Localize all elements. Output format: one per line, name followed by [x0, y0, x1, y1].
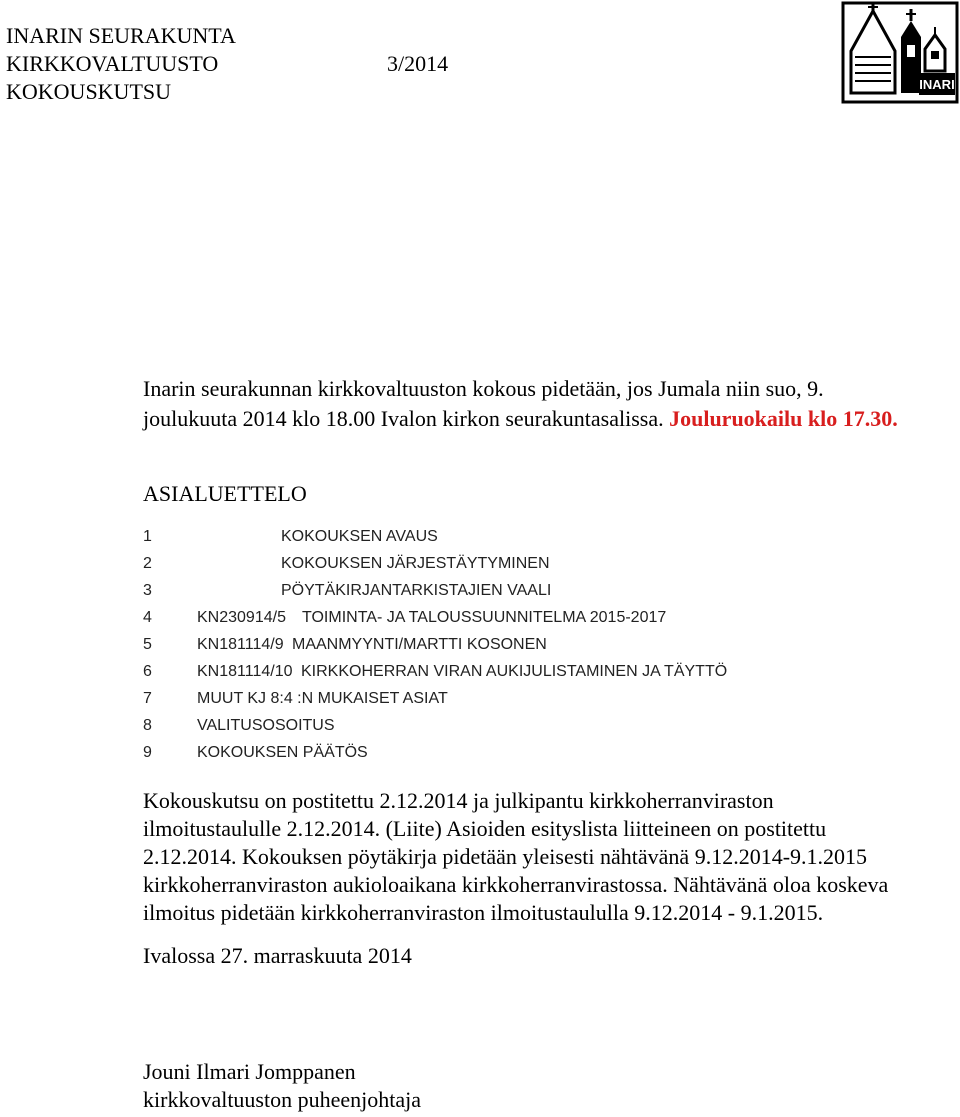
notice-line: kirkkoherranviraston aukioloaikana kirkkoherranvirastossa. Nähtävänä oloa koskeva [143, 872, 889, 897]
document-header [6, 22, 449, 106]
signature-block [143, 1058, 421, 1114]
notice-line: 2.12.2014. Kokouksen pöytäkirja pidetään yleisesti nähtävänä 9.12.2014-9.1.2015 [143, 844, 868, 869]
agenda-item-number: 8 [143, 717, 152, 734]
agenda-item-number: 5 [143, 636, 152, 653]
agenda-item [143, 550, 550, 577]
agenda-item-number: 1 [143, 528, 152, 545]
agenda-item-number: 4 [143, 609, 152, 626]
agenda-item [143, 712, 335, 739]
place-date: Ivalossa 27. marraskuuta 2014 [143, 943, 412, 968]
agenda-item-number: 7 [143, 690, 152, 707]
agenda-item [143, 685, 448, 712]
agenda-item [143, 604, 667, 631]
council-name: KIRKKOVALTUUSTO [6, 51, 219, 76]
agenda-item-reference: KN181114/10 [197, 663, 293, 680]
agenda-heading: ASIALUETTELO [143, 481, 307, 506]
agenda-item-title: KIRKKOHERRAN VIRAN AUKIJULISTAMINEN JA TÄYTTÖ [301, 663, 728, 680]
agenda-item [143, 739, 368, 766]
signer-name: Jouni Ilmari Jomppanen [143, 1059, 356, 1084]
agenda-item [143, 523, 438, 550]
agenda-item-title: MUUT KJ 8:4 :N MUKAISET ASIAT [197, 690, 448, 707]
agenda-item-reference: KN181114/9 [197, 636, 284, 653]
inari-parish-logo [841, 1, 959, 104]
document-type: KOKOUSKUTSU [6, 79, 172, 104]
agenda-item [143, 577, 552, 604]
agenda-item-title: PÖYTÄKIRJANTARKISTAJIEN VAALI [281, 582, 552, 599]
agenda-item-title: VALITUSOSOITUS [197, 717, 335, 734]
agenda-item-number: 3 [143, 582, 152, 599]
agenda-item-title: KOKOUKSEN JÄRJESTÄYTYMINEN [281, 555, 550, 572]
agenda-item-number: 6 [143, 663, 152, 680]
agenda-list [143, 523, 728, 766]
signer-title: kirkkovaltuuston puheenjohtaja [143, 1087, 421, 1112]
document-number: 3/2014 [387, 51, 449, 76]
agenda-item-title: TOIMINTA- JA TALOUSSUUNNITELMA 2015-2017 [302, 609, 667, 626]
dinner-highlight: Jouluruokailu klo 17.30. [669, 406, 898, 431]
agenda-item-title: KOKOUKSEN PÄÄTÖS [197, 744, 368, 761]
notice-paragraph [143, 787, 943, 927]
notice-line: Kokouskutsu on postitettu 2.12.2014 ja julkipantu kirkkoherranviraston [143, 788, 774, 813]
notice-line: ilmoitustaululle 2.12.2014. (Liite) Asioiden esityslista liitteineen on postitettu [143, 816, 827, 841]
invitation-text: Inarin seurakunnan kirkkovaltuuston kokous pidetään, jos Jumala niin suo, 9. joulukuuta 2014 klo 18.00 Ivalon kirkon seurakuntasalissa. [143, 376, 824, 431]
logo-text: INARI [919, 77, 955, 92]
agenda-item-number: 2 [143, 555, 152, 572]
agenda-item-number: 9 [143, 744, 152, 761]
agenda-item [143, 658, 728, 685]
agenda-item-title: KOKOUKSEN AVAUS [281, 528, 438, 545]
parish-name: INARIN SEURAKUNTA [6, 23, 236, 48]
agenda-item [143, 631, 547, 658]
agenda-item-reference: KN230914/5 [197, 609, 286, 626]
invitation-paragraph [143, 374, 923, 434]
council-row [6, 50, 449, 78]
notice-line: ilmoitus pidetään kirkkoherranviraston ilmoitustaululla 9.12.2014 - 9.1.2015. [143, 900, 824, 925]
agenda-item-title: MAANMYYNTI/MARTTI KOSONEN [292, 636, 547, 653]
